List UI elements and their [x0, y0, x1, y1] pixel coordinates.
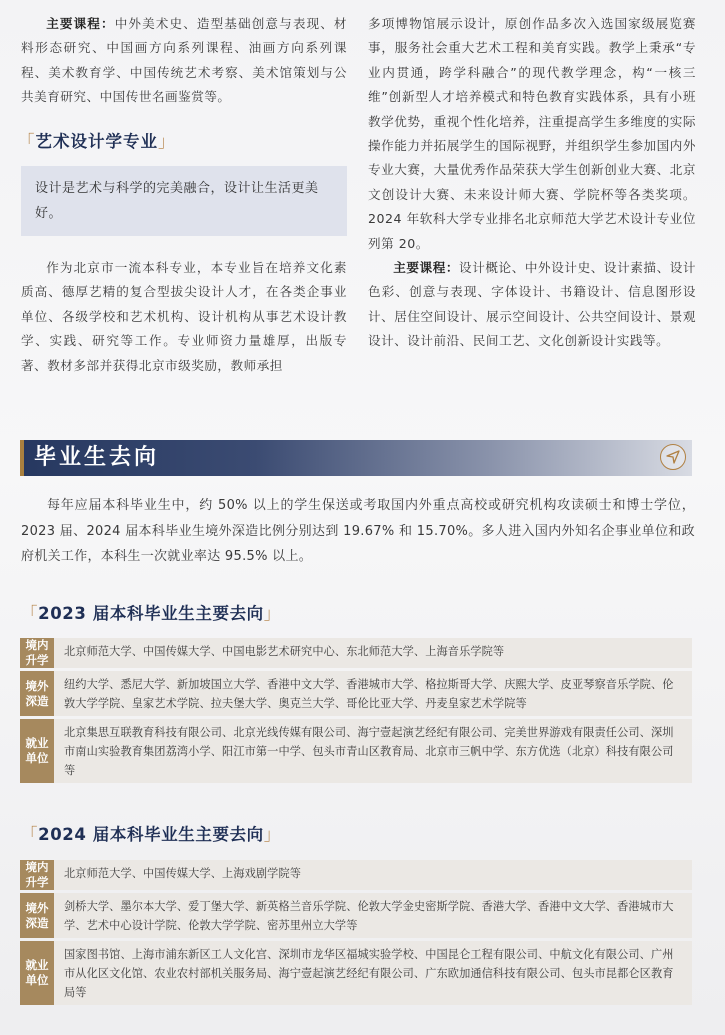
- row-text: 北京师范大学、中国传媒大学、上海戏剧学院等: [54, 860, 692, 890]
- row-label: 境外深造: [20, 893, 54, 938]
- table-row: [20, 860, 692, 890]
- compass-icon[interactable]: [660, 444, 686, 470]
- table-row: [20, 893, 692, 938]
- banner-accent-bar: [20, 440, 24, 476]
- table-row: [20, 941, 692, 1005]
- courses-text: 设计概论、中外设计史、设计素描、设计色彩、创意与表现、字体设计、书籍设计、信息图形设计、居住空间设计、展示空间设计、公共空间设计、景观设计、设计前沿、民间工艺、文化创新设计实践等。: [368, 260, 697, 349]
- courses-label: 主要课程：: [46, 16, 115, 31]
- row-text: 北京师范大学、中国传媒大学、中国电影艺术研究中心、东北师范大学、上海音乐学院等: [54, 638, 692, 668]
- left-column: [18, 12, 348, 378]
- art-design-intro-continued: 多项博物馆展示设计，原创作品多次入选国家级展览赛事，服务社会重大艺术工程和美育实践。教学上秉承“专业内贯通，跨学科融合”的现代教学理念，构“一核三维”创新型人才培养模式和特色教育实践体系，具有小班教学优势，重视个性化培养，注重提高学生多维度的实际操作能力并拓展学生的国际视野，并组织学生参加国内外专业大赛，大量优秀作品荣获大学生创新创业大赛、北京文创设计大赛、未来设计师大赛、学院杯等各类奖项。2024 年软科大学专业排名北京师范大学艺术设计专业位列第 20。: [368, 16, 696, 251]
- graduates-intro: 每年应届本科毕业生中，约 50% 以上的学生保送或考取国内外重点高校或研究机构攻读硕士和博士学位，2023 届、2024 届本科毕业生境外深造比例分别达到 19.67% 和 15.70%。多人进入国内外知名企事业单位和政府机关工作，本科生一次就业率达 95.5% 以上。: [21, 498, 695, 564]
- art-design-intro: 作为北京市一流本科专业，本专业旨在培养文化素质高、德厚艺精的复合型拔尖设计人才，在各类企事业单位、各级学校和艺术机构、设计机构从事艺术设计教学、实践、研究等工作。专业师资力量雄厚，出版专著、教材多部并获得北京市级奖励，教师承担: [21, 260, 347, 373]
- right-column: [368, 12, 696, 354]
- destinations-2023-title: 「2023 届本科毕业生主要去向」: [21, 604, 281, 623]
- destinations-2024-title: 「2024 届本科毕业生主要去向」: [21, 825, 281, 844]
- section-title-text: 艺术设计学专业: [35, 131, 158, 151]
- fine-arts-courses: [21, 12, 347, 110]
- graduates-banner: [20, 440, 692, 476]
- row-label: 境外深造: [20, 671, 54, 716]
- row-label: 境内升学: [20, 638, 54, 668]
- table-row: [20, 719, 692, 783]
- motto-quote: 设计是艺术与科学的完美融合，设计让生活更美好。: [21, 166, 347, 236]
- row-label: 境内升学: [20, 860, 54, 890]
- row-text: 剑桥大学、墨尔本大学、爱丁堡大学、新英格兰音乐学院、伦敦大学金史密斯学院、香港大学、香港中文大学、香港城市大学、艺术中心设计学院、伦敦大学学院、密苏里州立大学等: [54, 893, 692, 938]
- row-text: 北京集思互联教育科技有限公司、北京光线传媒有限公司、海宁壹起演艺经纪有限公司、完美世界游戏有限责任公司、深圳市南山实验教育集团荔湾小学、阳江市第一中学、包头市青山区教育局、北京市三帆中学、东方优选（北京）科技有限公司等: [54, 719, 692, 783]
- table-row: [20, 671, 692, 716]
- destinations-2023-title-text: 2023 届本科毕业生主要去向: [38, 604, 264, 623]
- row-label: 就业单位: [20, 719, 54, 783]
- courses-label: 主要课程：: [393, 260, 460, 276]
- art-design-courses: [368, 256, 696, 354]
- banner-title: 毕业生去向: [34, 445, 160, 470]
- courses-text: 中外美术史、造型基础创意与表现、材料形态研究、中国画方向系列课程、油画方向系列课程、美术教育学、中国传统艺术考察、美术馆策划与公共美育研究、中国传世名画鉴赏等。: [21, 16, 348, 105]
- table-row: [20, 638, 692, 668]
- row-text: 国家图书馆、上海市浦东新区工人文化宫、深圳市龙华区福城实验学校、中国昆仑工程有限公司、中航文化有限公司、广州市从化区文化馆、农业农村部机关服务局、海宁壹起演艺经纪有限公司、广东欧加通信科技有限公司、包头市昆都仑区教育局等: [54, 941, 692, 1005]
- section-title-art-design: 「艺术设计学专业」: [18, 131, 176, 151]
- row-label: 就业单位: [20, 941, 54, 1005]
- row-text: 纽约大学、悉尼大学、新加坡国立大学、香港中文大学、香港城市大学、格拉斯哥大学、庆熙大学、皮亚琴察音乐学院、伦敦大学学院、皇家艺术学院、拉夫堡大学、奥克兰大学、哥伦比亚大学、丹麦皇家艺术学院等: [54, 671, 692, 716]
- destinations-2023-table: [20, 638, 692, 786]
- destinations-2024-table: [20, 860, 692, 1008]
- destinations-2024-title-text: 2024 届本科毕业生主要去向: [38, 825, 264, 844]
